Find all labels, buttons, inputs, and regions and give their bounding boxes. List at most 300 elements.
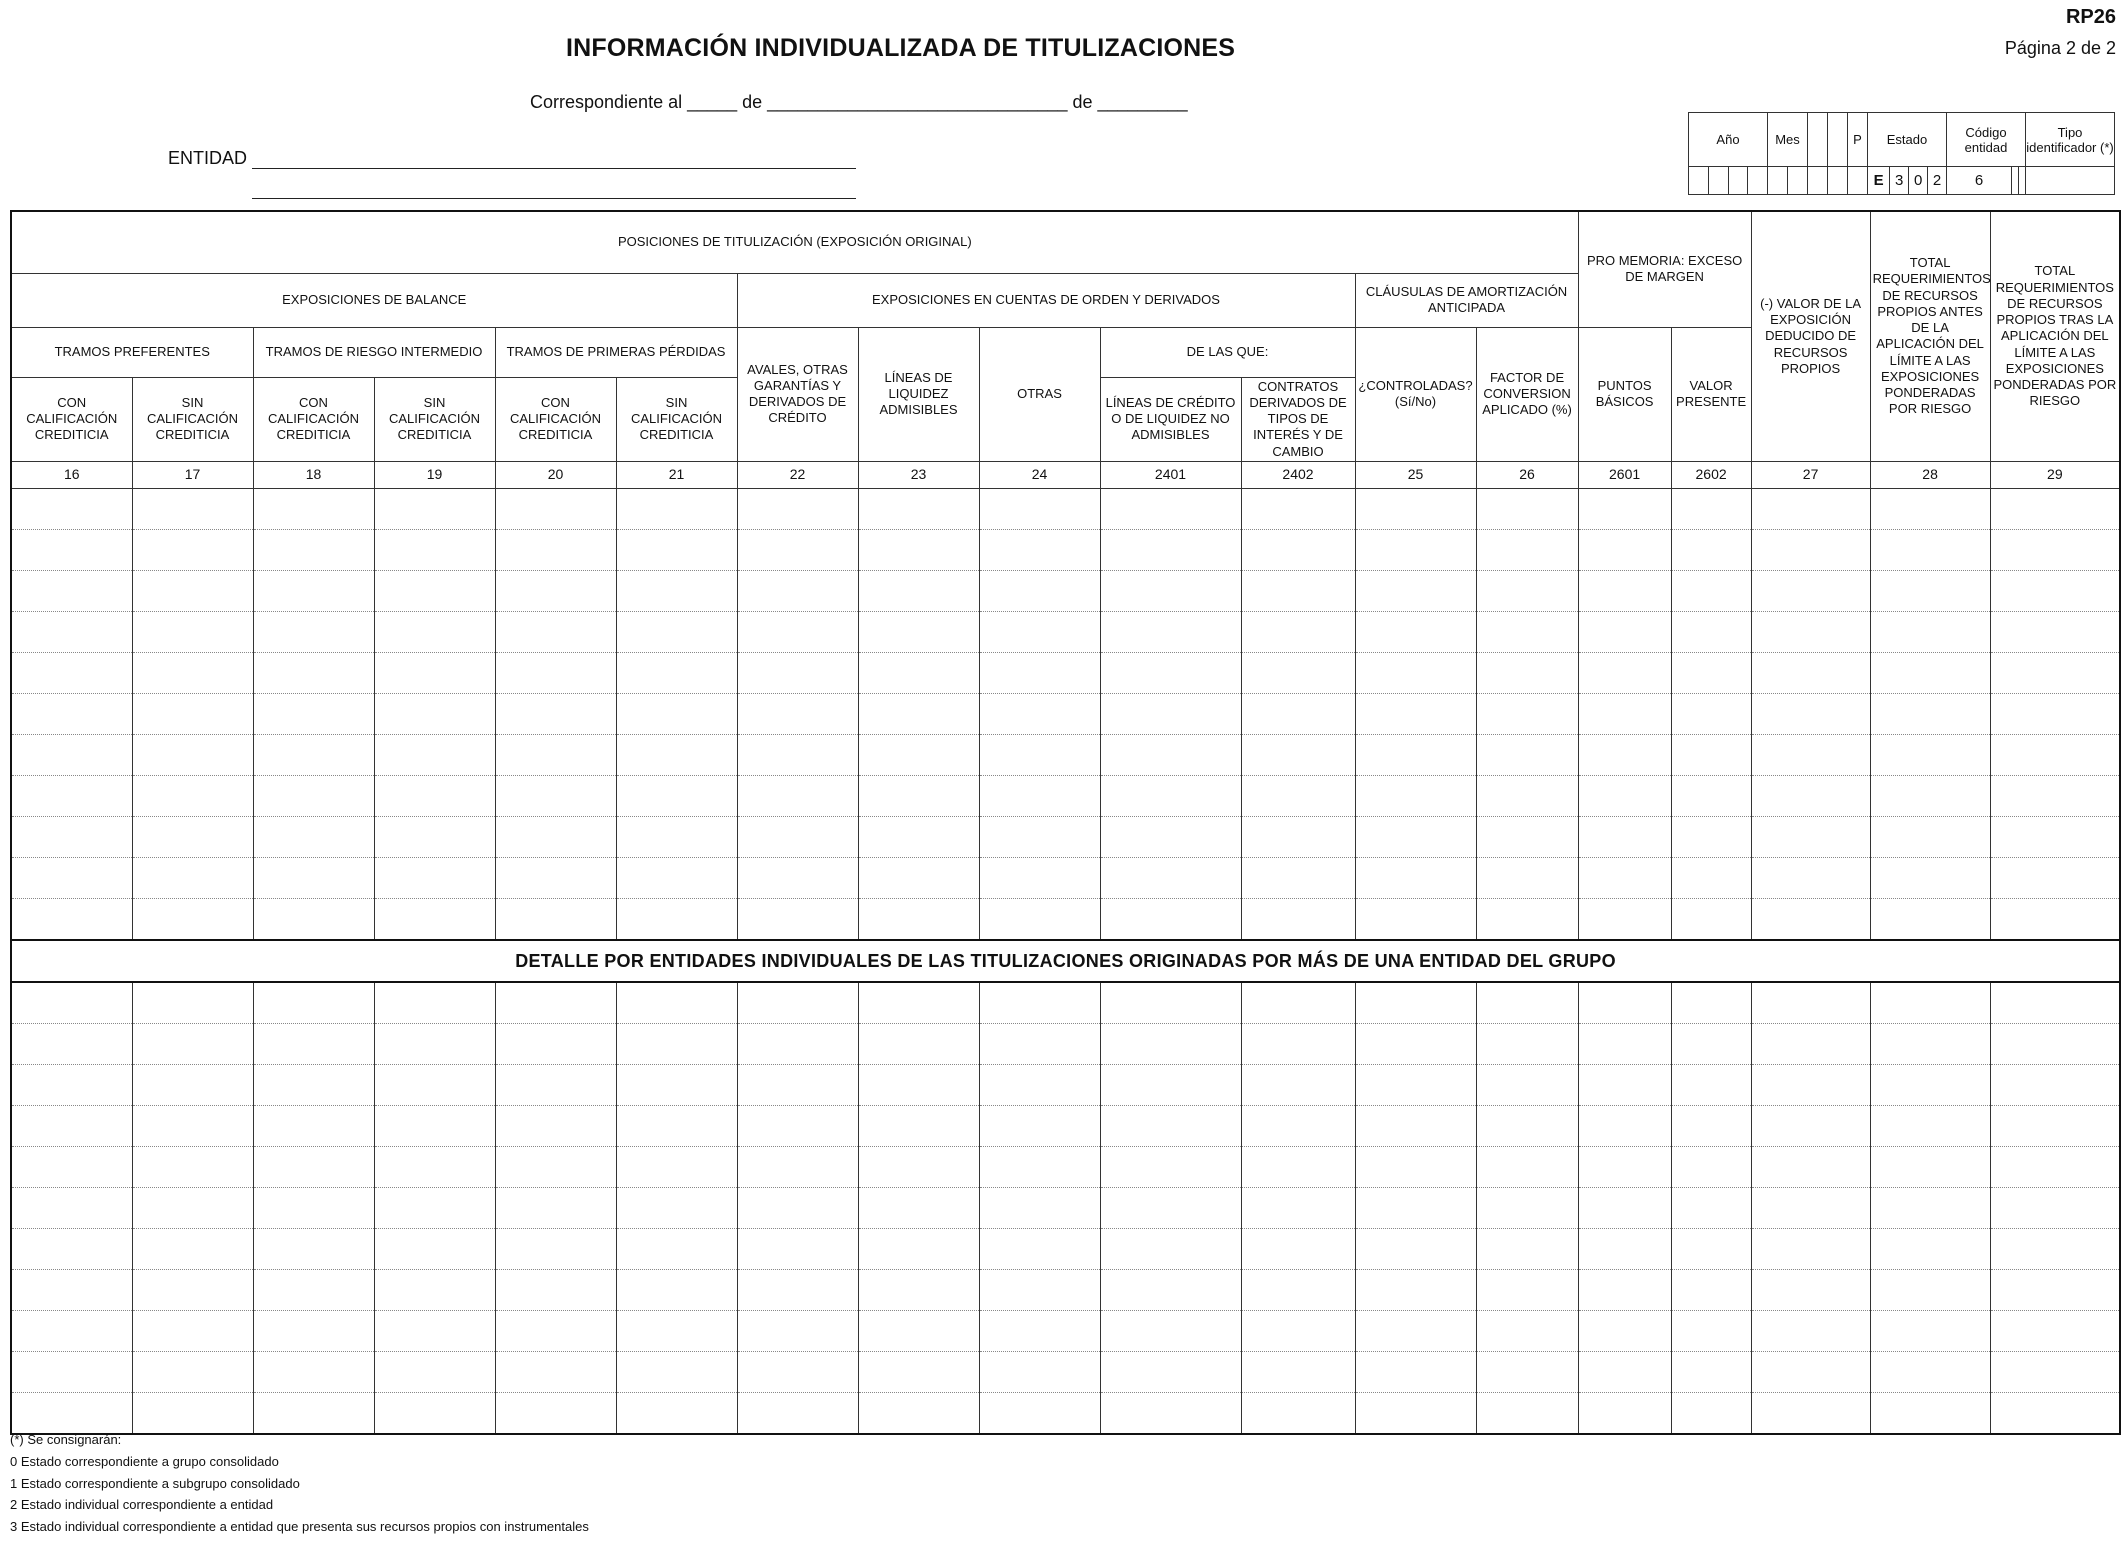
data-cell[interactable] — [132, 1187, 253, 1228]
data-cell[interactable] — [1751, 1146, 1870, 1187]
data-cell[interactable] — [1990, 529, 2120, 570]
data-cell[interactable] — [858, 570, 979, 611]
data-cell[interactable] — [11, 652, 132, 693]
data-cell[interactable] — [253, 1023, 374, 1064]
data-cell[interactable] — [1990, 652, 2120, 693]
data-cell[interactable] — [132, 816, 253, 857]
code-cell[interactable] — [1788, 167, 1808, 195]
data-cell[interactable] — [132, 898, 253, 940]
data-cell[interactable] — [495, 734, 616, 775]
data-cell[interactable] — [132, 775, 253, 816]
data-cell[interactable] — [858, 775, 979, 816]
data-cell[interactable] — [1751, 816, 1870, 857]
data-cell[interactable] — [495, 1392, 616, 1434]
data-cell[interactable] — [253, 1351, 374, 1392]
data-cell[interactable] — [737, 775, 858, 816]
data-cell[interactable] — [1578, 898, 1671, 940]
data-cell[interactable] — [132, 1310, 253, 1351]
data-cell[interactable] — [1241, 1310, 1355, 1351]
data-cell[interactable] — [495, 1187, 616, 1228]
data-cell[interactable] — [1241, 1064, 1355, 1105]
data-cell[interactable] — [979, 488, 1100, 529]
data-cell[interactable] — [1751, 570, 1870, 611]
data-cell[interactable] — [858, 1392, 979, 1434]
data-cell[interactable] — [737, 488, 858, 529]
data-cell[interactable] — [1100, 734, 1241, 775]
data-cell[interactable] — [1476, 611, 1578, 652]
data-cell[interactable] — [858, 1023, 979, 1064]
data-cell[interactable] — [1751, 652, 1870, 693]
data-cell[interactable] — [1355, 1146, 1476, 1187]
data-cell[interactable] — [1476, 734, 1578, 775]
data-cell[interactable] — [1990, 816, 2120, 857]
data-cell[interactable] — [1751, 1392, 1870, 1434]
data-cell[interactable] — [1100, 693, 1241, 734]
data-cell[interactable] — [858, 1064, 979, 1105]
data-cell[interactable] — [616, 652, 737, 693]
data-cell[interactable] — [253, 1064, 374, 1105]
data-cell[interactable] — [737, 1392, 858, 1434]
data-cell[interactable] — [979, 693, 1100, 734]
data-cell[interactable] — [1578, 1187, 1671, 1228]
data-cell[interactable] — [1476, 898, 1578, 940]
data-cell[interactable] — [374, 652, 495, 693]
data-cell[interactable] — [616, 529, 737, 570]
data-cell[interactable] — [1751, 1105, 1870, 1146]
data-cell[interactable] — [1241, 857, 1355, 898]
data-cell[interactable] — [1671, 1146, 1751, 1187]
data-cell[interactable] — [374, 982, 495, 1024]
data-cell[interactable] — [253, 611, 374, 652]
data-cell[interactable] — [1476, 488, 1578, 529]
data-cell[interactable] — [1578, 857, 1671, 898]
data-cell[interactable] — [1990, 1064, 2120, 1105]
data-cell[interactable] — [616, 1310, 737, 1351]
data-cell[interactable] — [737, 652, 858, 693]
data-cell[interactable] — [11, 1146, 132, 1187]
data-cell[interactable] — [1751, 1064, 1870, 1105]
data-cell[interactable] — [616, 693, 737, 734]
data-cell[interactable] — [1476, 1064, 1578, 1105]
data-cell[interactable] — [1355, 488, 1476, 529]
data-cell[interactable] — [1476, 1310, 1578, 1351]
data-cell[interactable] — [495, 570, 616, 611]
data-cell[interactable] — [616, 1269, 737, 1310]
data-cell[interactable] — [1100, 982, 1241, 1024]
data-cell[interactable] — [858, 982, 979, 1024]
data-cell[interactable] — [1355, 1064, 1476, 1105]
data-cell[interactable] — [253, 1269, 374, 1310]
data-cell[interactable] — [1870, 529, 1990, 570]
data-cell[interactable] — [1100, 1228, 1241, 1269]
data-cell[interactable] — [1355, 1023, 1476, 1064]
data-cell[interactable] — [1990, 734, 2120, 775]
data-cell[interactable] — [1355, 652, 1476, 693]
data-cell[interactable] — [11, 982, 132, 1024]
data-cell[interactable] — [1671, 611, 1751, 652]
data-cell[interactable] — [1990, 1392, 2120, 1434]
data-cell[interactable] — [1355, 1228, 1476, 1269]
data-cell[interactable] — [1990, 611, 2120, 652]
data-cell[interactable] — [1990, 488, 2120, 529]
data-cell[interactable] — [1990, 857, 2120, 898]
code-cell[interactable] — [1828, 167, 1848, 195]
data-cell[interactable] — [1578, 816, 1671, 857]
data-cell[interactable] — [253, 1310, 374, 1351]
data-cell[interactable] — [495, 816, 616, 857]
data-cell[interactable] — [1990, 693, 2120, 734]
data-cell[interactable] — [1751, 488, 1870, 529]
data-cell[interactable] — [737, 982, 858, 1024]
data-cell[interactable] — [1578, 1310, 1671, 1351]
data-cell[interactable] — [1870, 734, 1990, 775]
data-cell[interactable] — [495, 1023, 616, 1064]
data-cell[interactable] — [616, 857, 737, 898]
data-cell[interactable] — [858, 898, 979, 940]
data-cell[interactable] — [1990, 898, 2120, 940]
data-cell[interactable] — [1751, 1310, 1870, 1351]
data-cell[interactable] — [616, 488, 737, 529]
code-cell[interactable] — [1728, 167, 1748, 195]
data-cell[interactable] — [495, 1351, 616, 1392]
entidad-line-1[interactable] — [252, 168, 856, 169]
data-cell[interactable] — [1870, 1187, 1990, 1228]
data-cell[interactable] — [374, 488, 495, 529]
data-cell[interactable] — [1578, 693, 1671, 734]
data-cell[interactable] — [1241, 1105, 1355, 1146]
data-cell[interactable] — [253, 898, 374, 940]
data-cell[interactable] — [1671, 1392, 1751, 1434]
data-cell[interactable] — [132, 982, 253, 1024]
data-cell[interactable] — [1578, 1392, 1671, 1434]
data-cell[interactable] — [616, 734, 737, 775]
data-cell[interactable] — [1241, 1187, 1355, 1228]
data-cell[interactable] — [1578, 1351, 1671, 1392]
data-cell[interactable] — [1671, 816, 1751, 857]
data-cell[interactable] — [1355, 1105, 1476, 1146]
data-cell[interactable] — [1578, 1105, 1671, 1146]
data-cell[interactable] — [1241, 693, 1355, 734]
data-cell[interactable] — [858, 734, 979, 775]
data-cell[interactable] — [616, 1064, 737, 1105]
data-cell[interactable] — [1671, 775, 1751, 816]
data-cell[interactable] — [11, 1187, 132, 1228]
data-cell[interactable] — [979, 570, 1100, 611]
data-cell[interactable] — [1241, 982, 1355, 1024]
data-cell[interactable] — [1578, 570, 1671, 611]
data-cell[interactable] — [1241, 1392, 1355, 1434]
data-cell[interactable] — [1751, 1269, 1870, 1310]
data-cell[interactable] — [495, 1105, 616, 1146]
data-cell[interactable] — [1990, 1105, 2120, 1146]
data-cell[interactable] — [858, 529, 979, 570]
data-cell[interactable] — [1578, 488, 1671, 529]
data-cell[interactable] — [374, 898, 495, 940]
data-cell[interactable] — [1355, 982, 1476, 1024]
data-cell[interactable] — [132, 734, 253, 775]
data-cell[interactable] — [1751, 1187, 1870, 1228]
data-cell[interactable] — [616, 1023, 737, 1064]
data-cell[interactable] — [1870, 611, 1990, 652]
data-cell[interactable] — [374, 529, 495, 570]
data-cell[interactable] — [1990, 570, 2120, 611]
data-cell[interactable] — [1870, 1023, 1990, 1064]
data-cell[interactable] — [374, 1023, 495, 1064]
data-cell[interactable] — [737, 1228, 858, 1269]
entidad-line-2[interactable] — [252, 198, 856, 199]
data-cell[interactable] — [1100, 898, 1241, 940]
data-cell[interactable] — [1751, 693, 1870, 734]
data-cell[interactable] — [1671, 652, 1751, 693]
data-cell[interactable] — [11, 1105, 132, 1146]
data-cell[interactable] — [858, 1187, 979, 1228]
data-cell[interactable] — [132, 1105, 253, 1146]
data-cell[interactable] — [495, 652, 616, 693]
data-cell[interactable] — [737, 1269, 858, 1310]
data-cell[interactable] — [1355, 734, 1476, 775]
data-cell[interactable] — [1990, 1187, 2120, 1228]
data-cell[interactable] — [253, 857, 374, 898]
data-cell[interactable] — [11, 529, 132, 570]
data-cell[interactable] — [1241, 1269, 1355, 1310]
data-cell[interactable] — [495, 529, 616, 570]
data-cell[interactable] — [1870, 1146, 1990, 1187]
data-cell[interactable] — [1870, 1228, 1990, 1269]
data-cell[interactable] — [1671, 1269, 1751, 1310]
data-cell[interactable] — [737, 611, 858, 652]
data-cell[interactable] — [1100, 1269, 1241, 1310]
data-cell[interactable] — [1476, 1228, 1578, 1269]
data-cell[interactable] — [1355, 1392, 1476, 1434]
data-cell[interactable] — [132, 1269, 253, 1310]
data-cell[interactable] — [11, 1228, 132, 1269]
data-cell[interactable] — [253, 488, 374, 529]
data-cell[interactable] — [1476, 693, 1578, 734]
data-cell[interactable] — [1751, 898, 1870, 940]
data-cell[interactable] — [1476, 1105, 1578, 1146]
data-cell[interactable] — [979, 857, 1100, 898]
data-cell[interactable] — [495, 488, 616, 529]
data-cell[interactable] — [495, 693, 616, 734]
data-cell[interactable] — [1241, 1146, 1355, 1187]
data-cell[interactable] — [1870, 693, 1990, 734]
data-cell[interactable] — [253, 816, 374, 857]
data-cell[interactable] — [858, 693, 979, 734]
data-cell[interactable] — [374, 857, 495, 898]
data-cell[interactable] — [253, 652, 374, 693]
data-cell[interactable] — [1476, 1023, 1578, 1064]
data-cell[interactable] — [1100, 1351, 1241, 1392]
data-cell[interactable] — [1870, 898, 1990, 940]
code-cell[interactable] — [1808, 167, 1828, 195]
data-cell[interactable] — [1578, 1064, 1671, 1105]
data-cell[interactable] — [132, 1023, 253, 1064]
data-cell[interactable] — [737, 1023, 858, 1064]
data-cell[interactable] — [616, 816, 737, 857]
data-cell[interactable] — [737, 898, 858, 940]
data-cell[interactable] — [374, 1310, 495, 1351]
data-cell[interactable] — [1671, 1228, 1751, 1269]
data-cell[interactable] — [1578, 652, 1671, 693]
data-cell[interactable] — [1355, 1310, 1476, 1351]
data-cell[interactable] — [1751, 1351, 1870, 1392]
data-cell[interactable] — [1578, 775, 1671, 816]
data-cell[interactable] — [1100, 1146, 1241, 1187]
data-cell[interactable] — [1241, 652, 1355, 693]
data-cell[interactable] — [1671, 982, 1751, 1024]
data-cell[interactable] — [1870, 775, 1990, 816]
data-cell[interactable] — [1241, 570, 1355, 611]
data-cell[interactable] — [1870, 488, 1990, 529]
data-cell[interactable] — [495, 1064, 616, 1105]
data-cell[interactable] — [1476, 775, 1578, 816]
data-cell[interactable] — [1870, 570, 1990, 611]
data-cell[interactable] — [737, 1105, 858, 1146]
data-cell[interactable] — [979, 898, 1100, 940]
data-cell[interactable] — [616, 611, 737, 652]
data-cell[interactable] — [1751, 1023, 1870, 1064]
data-cell[interactable] — [132, 693, 253, 734]
data-cell[interactable] — [1671, 529, 1751, 570]
data-cell[interactable] — [1671, 1105, 1751, 1146]
data-cell[interactable] — [1990, 1023, 2120, 1064]
data-cell[interactable] — [1990, 775, 2120, 816]
data-cell[interactable] — [253, 775, 374, 816]
data-cell[interactable] — [858, 652, 979, 693]
data-cell[interactable] — [11, 693, 132, 734]
data-cell[interactable] — [1990, 1146, 2120, 1187]
data-cell[interactable] — [858, 1310, 979, 1351]
data-cell[interactable] — [1100, 775, 1241, 816]
data-cell[interactable] — [1751, 982, 1870, 1024]
data-cell[interactable] — [1100, 488, 1241, 529]
data-cell[interactable] — [616, 898, 737, 940]
data-cell[interactable] — [1241, 775, 1355, 816]
data-cell[interactable] — [858, 1146, 979, 1187]
data-cell[interactable] — [11, 775, 132, 816]
data-cell[interactable] — [979, 1187, 1100, 1228]
data-cell[interactable] — [616, 1146, 737, 1187]
data-cell[interactable] — [495, 982, 616, 1024]
data-cell[interactable] — [1578, 1146, 1671, 1187]
data-cell[interactable] — [1355, 693, 1476, 734]
data-cell[interactable] — [495, 857, 616, 898]
data-cell[interactable] — [737, 529, 858, 570]
data-cell[interactable] — [132, 1392, 253, 1434]
data-cell[interactable] — [253, 1187, 374, 1228]
data-cell[interactable] — [1870, 1392, 1990, 1434]
data-cell[interactable] — [979, 775, 1100, 816]
data-cell[interactable] — [1241, 1228, 1355, 1269]
data-cell[interactable] — [1355, 1269, 1476, 1310]
data-cell[interactable] — [495, 775, 616, 816]
data-cell[interactable] — [737, 816, 858, 857]
data-cell[interactable] — [374, 1105, 495, 1146]
data-cell[interactable] — [1241, 488, 1355, 529]
data-cell[interactable] — [979, 816, 1100, 857]
data-cell[interactable] — [374, 734, 495, 775]
data-cell[interactable] — [1870, 816, 1990, 857]
data-cell[interactable] — [1870, 1269, 1990, 1310]
data-cell[interactable] — [1100, 1392, 1241, 1434]
data-cell[interactable] — [1241, 816, 1355, 857]
data-cell[interactable] — [1100, 1310, 1241, 1351]
data-cell[interactable] — [253, 1105, 374, 1146]
data-cell[interactable] — [495, 611, 616, 652]
data-cell[interactable] — [1990, 1351, 2120, 1392]
data-cell[interactable] — [737, 1146, 858, 1187]
data-cell[interactable] — [1476, 857, 1578, 898]
data-cell[interactable] — [1870, 982, 1990, 1024]
data-cell[interactable] — [1671, 898, 1751, 940]
data-cell[interactable] — [1100, 857, 1241, 898]
data-cell[interactable] — [737, 1064, 858, 1105]
data-cell[interactable] — [1241, 734, 1355, 775]
data-cell[interactable] — [1751, 775, 1870, 816]
data-cell[interactable] — [495, 1310, 616, 1351]
data-cell[interactable] — [1578, 611, 1671, 652]
data-cell[interactable] — [1990, 1269, 2120, 1310]
data-cell[interactable] — [495, 1228, 616, 1269]
data-cell[interactable] — [737, 857, 858, 898]
data-cell[interactable] — [1870, 1351, 1990, 1392]
data-cell[interactable] — [1870, 1064, 1990, 1105]
data-cell[interactable] — [132, 1351, 253, 1392]
data-cell[interactable] — [1870, 1105, 1990, 1146]
data-cell[interactable] — [1671, 734, 1751, 775]
data-cell[interactable] — [1100, 1187, 1241, 1228]
data-cell[interactable] — [132, 1146, 253, 1187]
data-cell[interactable] — [1578, 982, 1671, 1024]
data-cell[interactable] — [1100, 611, 1241, 652]
data-cell[interactable] — [1355, 611, 1476, 652]
data-cell[interactable] — [132, 488, 253, 529]
data-cell[interactable] — [253, 1392, 374, 1434]
data-cell[interactable] — [616, 1392, 737, 1434]
data-cell[interactable] — [495, 1146, 616, 1187]
data-cell[interactable] — [1751, 857, 1870, 898]
data-cell[interactable] — [374, 570, 495, 611]
data-cell[interactable] — [1100, 529, 1241, 570]
data-cell[interactable] — [11, 1064, 132, 1105]
data-cell[interactable] — [979, 611, 1100, 652]
data-cell[interactable] — [1355, 775, 1476, 816]
code-cell[interactable] — [1748, 167, 1768, 195]
data-cell[interactable] — [1578, 1269, 1671, 1310]
data-cell[interactable] — [253, 693, 374, 734]
data-cell[interactable] — [979, 1105, 1100, 1146]
code-cell[interactable] — [1708, 167, 1728, 195]
data-cell[interactable] — [132, 570, 253, 611]
data-cell[interactable] — [1241, 898, 1355, 940]
data-cell[interactable] — [737, 1187, 858, 1228]
data-cell[interactable] — [616, 570, 737, 611]
data-cell[interactable] — [1476, 570, 1578, 611]
code-cell[interactable] — [2012, 167, 2019, 195]
data-cell[interactable] — [737, 1310, 858, 1351]
code-cell[interactable] — [2026, 167, 2115, 195]
data-cell[interactable] — [1990, 1228, 2120, 1269]
data-cell[interactable] — [1671, 693, 1751, 734]
data-cell[interactable] — [132, 1228, 253, 1269]
data-cell[interactable] — [979, 1023, 1100, 1064]
data-cell[interactable] — [858, 1105, 979, 1146]
data-cell[interactable] — [374, 775, 495, 816]
code-cell[interactable] — [1689, 167, 1709, 195]
data-cell[interactable] — [616, 1105, 737, 1146]
data-cell[interactable] — [11, 1392, 132, 1434]
data-cell[interactable] — [1751, 529, 1870, 570]
